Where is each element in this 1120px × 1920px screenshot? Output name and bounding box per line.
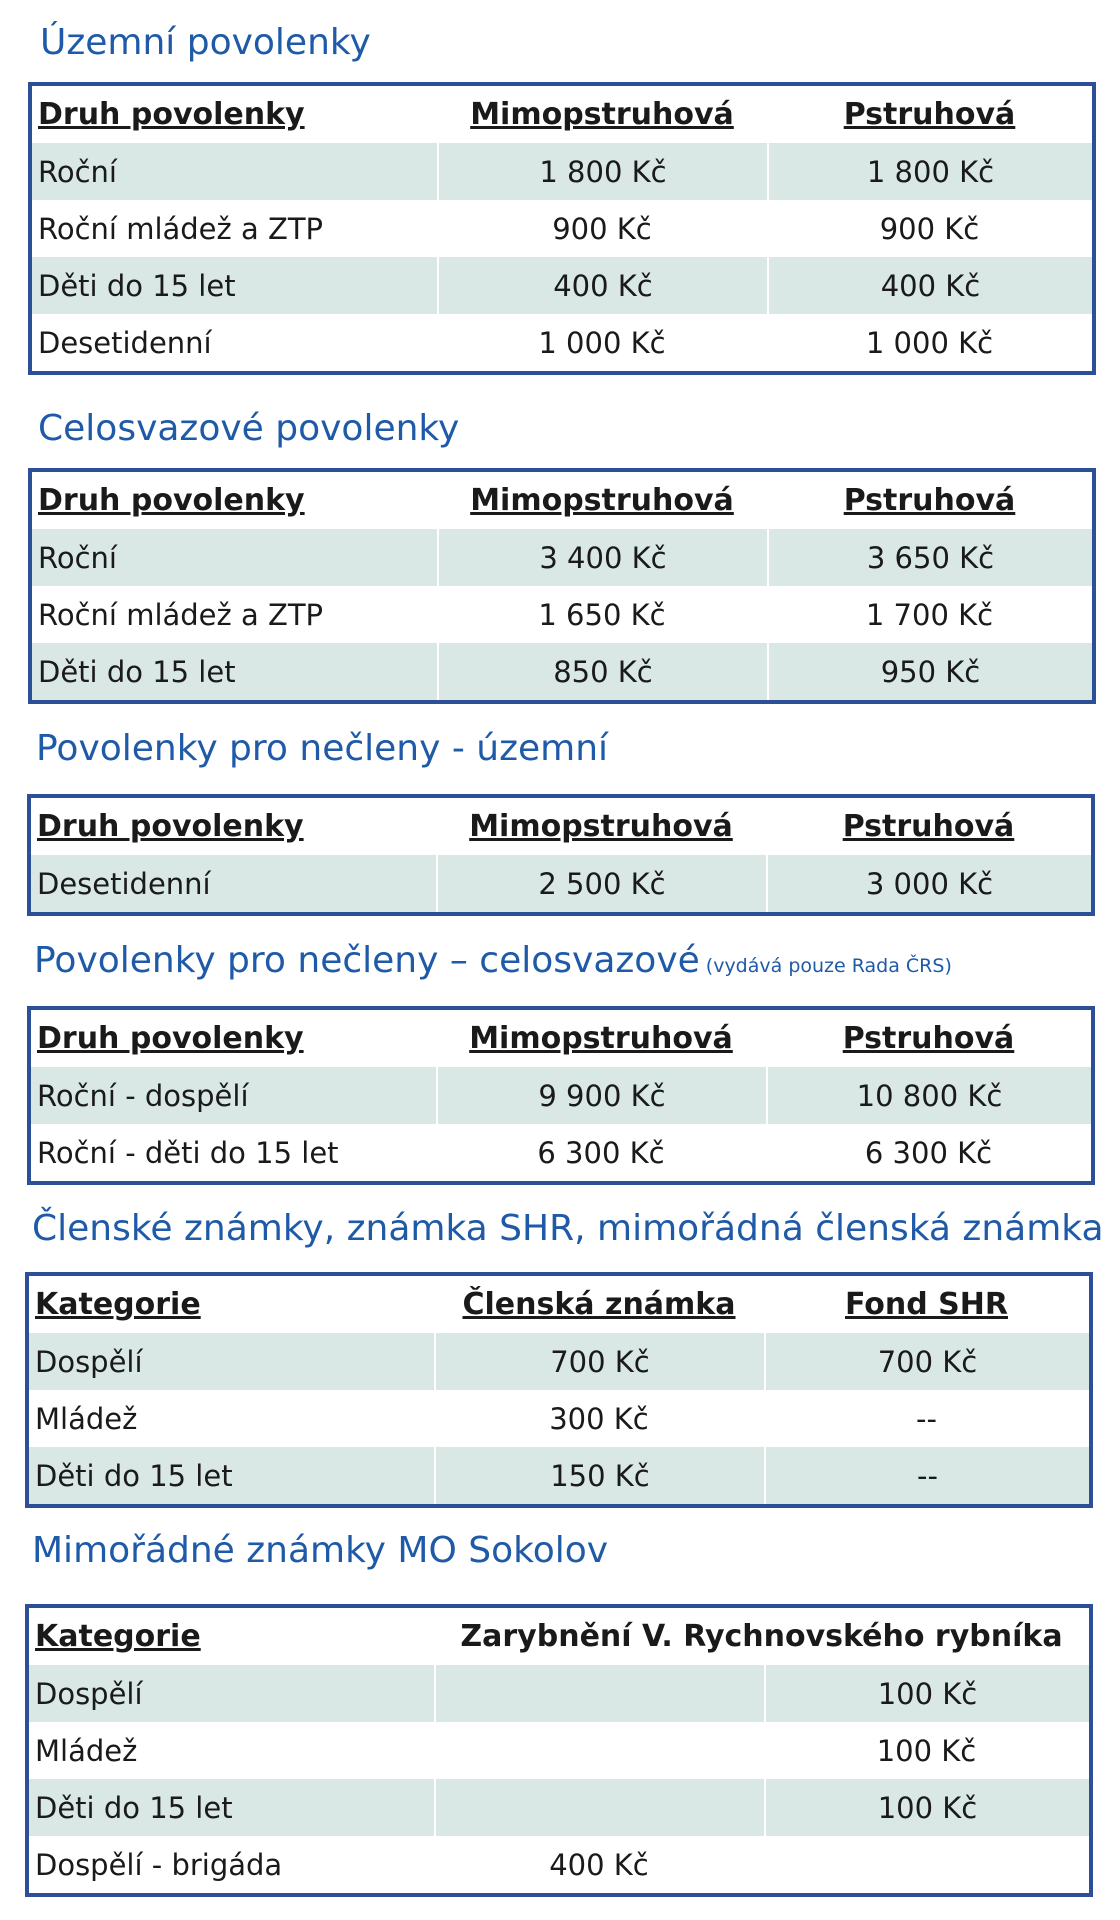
table-header-row: [29, 1276, 1089, 1333]
header-pstruhova: Pstruhová: [843, 483, 1016, 518]
row-label: Dospělí - brigáda: [35, 1847, 283, 1882]
price-col-2: [434, 1779, 764, 1836]
price-col-2: 400 Kč: [549, 1847, 649, 1882]
table-header-row: [32, 472, 1092, 529]
price-mimopstruhova: 6 300 Kč: [537, 1135, 665, 1170]
price-col-2: [434, 1722, 764, 1779]
header-mimopstruhova: Mimopstruhová: [469, 809, 733, 844]
price-mimopstruhova: 1 650 Kč: [538, 597, 666, 632]
table-row: [32, 200, 1092, 257]
header-fond-shr: Fond SHR: [845, 1287, 1008, 1322]
row-label: Roční: [32, 529, 437, 586]
price-pstruhova: 900 Kč: [879, 211, 980, 246]
price-mimopstruhova: 1 000 Kč: [538, 325, 666, 360]
table-row: [32, 643, 1092, 700]
price-pstruhova: 400 Kč: [767, 257, 1092, 314]
table-row: [29, 1779, 1089, 1836]
price-mimopstruhova: 9 900 Kč: [436, 1067, 766, 1124]
price-mimopstruhova: 400 Kč: [437, 257, 767, 314]
row-label: Roční - děti do 15 let: [37, 1135, 339, 1170]
header-zarybneni: Zarybnění V. Rychnovského rybníka: [460, 1619, 1063, 1654]
section-title-uzemni: Územní povolenky: [40, 22, 371, 63]
header-druh: Druh povolenky: [37, 1021, 304, 1056]
table-celosvazove: [28, 468, 1096, 704]
section-title-neclenove-celosvazove: [34, 940, 952, 981]
table-row: [29, 1390, 1089, 1447]
table-row: [32, 586, 1092, 643]
header-kategorie: Kategorie: [35, 1287, 201, 1322]
price-mimopstruhova: 1 800 Kč: [437, 143, 767, 200]
row-label: Mládež: [35, 1401, 138, 1436]
price-pstruhova: 1 000 Kč: [865, 325, 994, 360]
table-row: [32, 529, 1092, 586]
price-clenska-znamka: 150 Kč: [434, 1447, 764, 1504]
table-neclenove-celosvazove: [27, 1006, 1095, 1185]
header-pstruhova: Pstruhová: [842, 809, 1015, 844]
table-row: [32, 143, 1092, 200]
section-title-clenske-znamky: Členské známky, známka SHR, mimořádná členská známka: [32, 1208, 1104, 1249]
row-label: Děti do 15 let: [29, 1447, 434, 1504]
table-mimoradne-znamky: [25, 1604, 1093, 1897]
header-pstruhova: Pstruhová: [842, 1021, 1015, 1056]
table-header-row: [31, 798, 1091, 855]
row-label: Roční - dospělí: [31, 1067, 436, 1124]
price-pstruhova: 1 800 Kč: [767, 143, 1092, 200]
price-pstruhova: 10 800 Kč: [766, 1067, 1091, 1124]
row-label: Desetidenní: [31, 855, 436, 912]
header-mimopstruhova: Mimopstruhová: [470, 97, 734, 132]
price-col-3: 100 Kč: [764, 1779, 1089, 1836]
price-pstruhova: 3 650 Kč: [767, 529, 1092, 586]
table-header-row: [31, 1010, 1091, 1067]
price-pstruhova: 3 000 Kč: [766, 855, 1091, 912]
header-mimopstruhova: Mimopstruhová: [470, 483, 734, 518]
table-row: [31, 855, 1091, 912]
table-uzemni: [28, 82, 1096, 375]
row-label: Děti do 15 let: [32, 643, 437, 700]
price-pstruhova: 1 700 Kč: [865, 597, 994, 632]
table-row: [29, 1836, 1089, 1893]
section-title-mimoradne-znamky: Mimořádné známky MO Sokolov: [32, 1530, 609, 1571]
table-neclenove-uzemni: [27, 794, 1095, 916]
row-label: Děti do 15 let: [32, 257, 437, 314]
price-col-3: 100 Kč: [764, 1665, 1089, 1722]
row-label: Roční: [32, 143, 437, 200]
table-row: [29, 1665, 1089, 1722]
row-label: Mládež: [35, 1733, 138, 1768]
price-fond-shr: 700 Kč: [764, 1333, 1089, 1390]
row-label: Roční mládež a ZTP: [38, 597, 324, 632]
row-label: Roční mládež a ZTP: [38, 211, 324, 246]
price-mimopstruhova: 900 Kč: [552, 211, 652, 246]
section-title-celosvazove: Celosvazové povolenky: [38, 408, 460, 449]
table-header-row: [32, 86, 1092, 143]
price-fond-shr: --: [764, 1447, 1089, 1504]
price-mimopstruhova: 3 400 Kč: [437, 529, 767, 586]
price-pstruhova: 950 Kč: [767, 643, 1092, 700]
section-title-text: Povolenky pro nečleny – celosvazové: [34, 940, 700, 981]
section-note: (vydává pouze Rada ČRS): [705, 955, 952, 977]
header-kategorie: Kategorie: [35, 1619, 201, 1654]
table-clenske-znamky: [25, 1272, 1093, 1508]
price-mimopstruhova: 850 Kč: [437, 643, 767, 700]
price-fond-shr: --: [916, 1401, 937, 1436]
price-pstruhova: 6 300 Kč: [864, 1135, 993, 1170]
table-row: [29, 1333, 1089, 1390]
price-col-2: [434, 1665, 764, 1722]
row-label: Dospělí: [29, 1665, 434, 1722]
header-pstruhova: Pstruhová: [843, 97, 1016, 132]
table-row: [29, 1447, 1089, 1504]
table-row: [29, 1722, 1089, 1779]
table-row: [32, 314, 1092, 371]
price-mimopstruhova: 2 500 Kč: [436, 855, 766, 912]
price-col-3: [764, 1836, 1089, 1893]
table-row: [31, 1067, 1091, 1124]
row-label: Desetidenní: [38, 325, 212, 360]
price-col-3: 100 Kč: [876, 1733, 977, 1768]
table-row: [32, 257, 1092, 314]
table-row: [31, 1124, 1091, 1181]
section-title-neclenove-uzemni: Povolenky pro nečleny - územní: [36, 728, 609, 769]
row-label: Děti do 15 let: [29, 1779, 434, 1836]
row-label: Dospělí: [29, 1333, 434, 1390]
header-druh: Druh povolenky: [37, 809, 304, 844]
header-mimopstruhova: Mimopstruhová: [469, 1021, 733, 1056]
table-header-row: [29, 1608, 1089, 1665]
header-clenska-znamka: Členská známka: [462, 1287, 736, 1322]
price-clenska-znamka: 300 Kč: [549, 1401, 649, 1436]
header-druh: Druh povolenky: [38, 97, 305, 132]
price-clenska-znamka: 700 Kč: [434, 1333, 764, 1390]
header-druh: Druh povolenky: [38, 483, 305, 518]
